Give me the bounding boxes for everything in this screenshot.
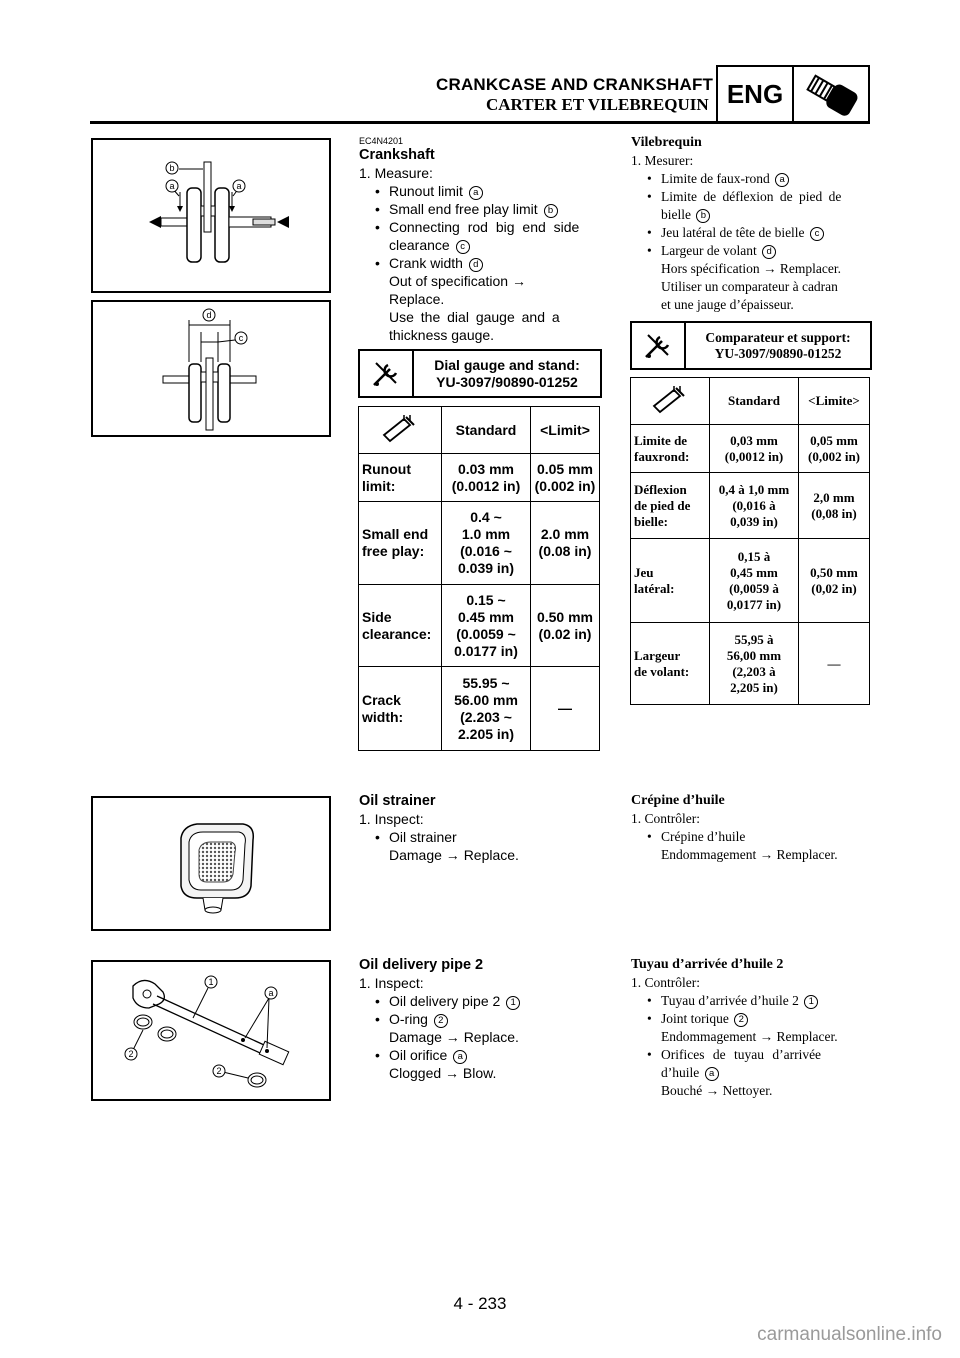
pipe-bullet-oring-en: • O-ring 2 xyxy=(375,1010,604,1028)
fig2-callout-c: c xyxy=(238,333,244,343)
strainer-title-en: Oil strainer xyxy=(359,793,436,809)
fig4-callout-2-left: 2 xyxy=(128,1049,134,1059)
crankshaft-fr-block xyxy=(631,134,869,314)
caliper-icon xyxy=(359,407,442,454)
row-std-small-end-fr: 0,4 à 1,0 mm (0,016 à 0,039 in) xyxy=(710,473,799,539)
pipe-after2-en: Clogged → Blow. xyxy=(389,1065,497,1081)
row-label-small-end-fr: Déflexion de pied de bielle: xyxy=(631,473,710,539)
pipe-title-fr: Tuyau d’arrivée d’huile 2 xyxy=(631,957,784,972)
fig2-callout-d: d xyxy=(206,310,212,320)
strainer-after-fr: Endommagement → Remplacer. xyxy=(661,847,838,862)
pipe-step-fr: 1. Contrôler: xyxy=(631,975,700,990)
tool-box-en xyxy=(358,349,602,398)
wrench-tool-icon-fr xyxy=(632,323,686,368)
fig1-callout-b: b xyxy=(169,163,175,173)
row-label-runout-fr: Limite de fauxrond: xyxy=(631,425,710,473)
figure-oil-delivery-pipe xyxy=(91,960,331,1101)
fig1-callout-a-left: a xyxy=(169,181,175,191)
row-lim-runout-en: 0.05 mm (0.002 in) xyxy=(531,454,600,502)
bullet-small-end-en: • Small end free play limit b xyxy=(375,200,604,218)
crankshaft-step-en: 1. Measure: xyxy=(359,165,433,181)
spec-table-fr xyxy=(630,377,870,705)
strainer-step-fr: 1. Contrôler: xyxy=(631,811,700,826)
strainer-title-fr: Crépine d’huile xyxy=(631,793,725,808)
pipe-en-block xyxy=(359,956,604,1082)
pipe-bullet-oring-fr: • Joint torique 2 xyxy=(647,1010,869,1028)
crankshaft-title-fr: Vilebrequin xyxy=(631,135,702,150)
pipe-after2-fr: Bouché → Nettoyer. xyxy=(661,1083,773,1098)
pipe-after1-en: Damage → Replace. xyxy=(389,1029,519,1045)
tool-line1-en: Dial gauge and stand: xyxy=(434,356,580,373)
pipe-bullet-orifice-en: • Oil orifice a xyxy=(375,1046,604,1064)
strainer-bullet-en: • Oil strainer xyxy=(375,828,604,846)
row-lim-side-fr: 0,50 mm (0,02 in) xyxy=(799,539,870,623)
crankshaft-after-fr: Hors spécification → Remplacer. Utiliser un comparateur à cadran et une jauge d’épaisseur. xyxy=(661,261,841,312)
caliper-icon-fr xyxy=(631,378,710,425)
strainer-en-block xyxy=(359,792,604,864)
bullet-crank-width-fr: • Largeur de volant d xyxy=(647,242,869,260)
row-std-runout-en: 0.03 mm (0.0012 in) xyxy=(442,454,531,502)
section-tag: ENG xyxy=(718,67,794,122)
tool-box-fr xyxy=(630,321,872,370)
bullet-runout-fr: • Limite de faux-rond a xyxy=(647,170,869,188)
table-head-standard-fr: Standard xyxy=(710,378,799,425)
row-lim-crack-en: — xyxy=(531,667,600,751)
row-lim-runout-fr: 0,05 mm (0,002 in) xyxy=(799,425,870,473)
pipe-bullet-pipe-fr: • Tuyau d’arrivée d’huile 2 1 xyxy=(647,992,869,1010)
section-tag-box xyxy=(716,65,870,124)
section-code: EC4N4201 xyxy=(359,136,404,146)
crankshaft-after-en: Out of specification → Replace. Use the dial gauge and a thickness gauge. xyxy=(389,273,560,343)
row-label-crack-en: Crack width: xyxy=(359,667,442,751)
bullet-crank-width-en: • Crank width d xyxy=(375,254,604,272)
pipe-bullet-orifice-fr: • Orifices de tuyau d’arrivée d’huile a xyxy=(647,1046,869,1082)
pipe-fr-block xyxy=(631,956,869,1100)
row-std-small-end-en: 0.4 ~ 1.0 mm (0.016 ~ 0.039 in) xyxy=(442,502,531,585)
row-lim-small-end-fr: 2,0 mm (0,08 in) xyxy=(799,473,870,539)
pipe-after1-fr: Endommagement → Remplacer. xyxy=(661,1029,838,1044)
spec-table-en xyxy=(358,406,600,751)
figure-crankshaft-width xyxy=(91,300,331,437)
row-label-side-fr: Jeu latéral: xyxy=(631,539,710,623)
strainer-fr-block xyxy=(631,792,869,864)
row-lim-small-end-en: 2.0 mm (0.08 in) xyxy=(531,502,600,585)
bullet-big-end-en: • Connecting rod big end side clearance c xyxy=(375,218,604,254)
row-label-side-en: Side clearance: xyxy=(359,585,442,667)
header-title-fr: CARTER ET VILEBREQUIN xyxy=(486,95,709,114)
figure-crankshaft-runout xyxy=(91,138,331,293)
pipe-title-en: Oil delivery pipe 2 xyxy=(359,957,484,973)
fig4-callout-2-right: 2 xyxy=(216,1066,222,1076)
watermark: carmanualsonline.info xyxy=(757,1324,942,1345)
fig1-callout-a-right: a xyxy=(236,181,242,191)
bullet-small-end-fr: • Limite de déflexion de pied de bielle b xyxy=(647,188,869,224)
page-number: 4 - 233 xyxy=(453,1294,507,1313)
tool-line2-en: YU-3097/90890-01252 xyxy=(436,373,578,390)
strainer-bullet-fr: • Crépine d’huile xyxy=(647,828,869,846)
table-head-standard-en: Standard xyxy=(442,407,531,454)
crankshaft-step-fr: 1. Mesurer: xyxy=(631,153,694,168)
strainer-step-en: 1. Inspect: xyxy=(359,811,424,827)
strainer-after-en: Damage → Replace. xyxy=(389,847,519,863)
figure-oil-strainer xyxy=(91,796,331,931)
row-label-small-end-en: Small end free play: xyxy=(359,502,442,585)
header-title-en: CRANKCASE AND CRANKSHAFT xyxy=(436,75,714,94)
tool-line1-fr: Comparateur et support: xyxy=(705,329,851,345)
engine-icon xyxy=(794,67,868,122)
pipe-step-en: 1. Inspect: xyxy=(359,975,424,991)
crankshaft-en-block xyxy=(359,136,604,344)
tool-line2-fr: YU-3097/90890-01252 xyxy=(714,345,842,361)
row-label-runout-en: Runout limit: xyxy=(359,454,442,502)
crankshaft-title-en: Crankshaft xyxy=(359,147,435,163)
row-std-side-en: 0.15 ~ 0.45 mm (0.0059 ~ 0.0177 in) xyxy=(442,585,531,667)
row-std-crack-en: 55.95 ~ 56.00 mm (2.203 ~ 2.205 in) xyxy=(442,667,531,751)
row-std-side-fr: 0,15 à 0,45 mm (0,0059 à 0,0177 in) xyxy=(710,539,799,623)
row-std-crack-fr: 55,95 à 56,00 mm (2,203 à 2,205 in) xyxy=(710,623,799,705)
bullet-big-end-fr: • Jeu latéral de tête de bielle c xyxy=(647,224,869,242)
row-std-runout-fr: 0,03 mm (0,0012 in) xyxy=(710,425,799,473)
pipe-bullet-pipe-en: • Oil delivery pipe 2 1 xyxy=(375,992,604,1010)
fig4-callout-1: 1 xyxy=(208,977,214,987)
header-rule xyxy=(90,121,868,124)
row-label-crack-fr: Largeur de volant: xyxy=(631,623,710,705)
table-head-limit-en: <Limit> xyxy=(531,407,600,454)
fig4-callout-a: a xyxy=(268,988,274,998)
wrench-tool-icon xyxy=(360,351,414,396)
bullet-runout-en: • Runout limit a xyxy=(375,182,604,200)
row-lim-crack-fr: — xyxy=(799,623,870,705)
row-lim-side-en: 0.50 mm (0.02 in) xyxy=(531,585,600,667)
table-head-limit-fr: <Limite> xyxy=(799,378,870,425)
